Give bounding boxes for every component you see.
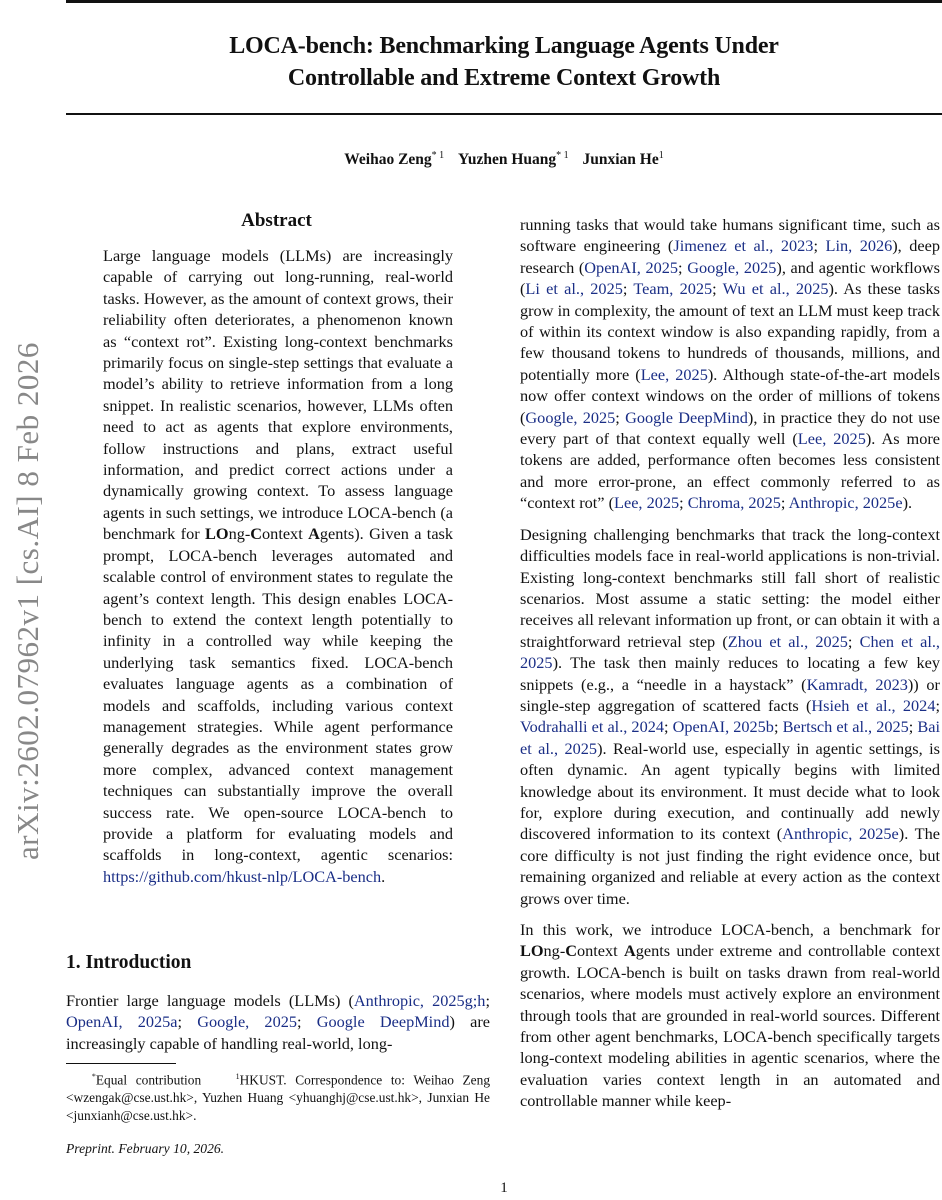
citation-link[interactable]: Chen et al., 2025 xyxy=(520,631,940,673)
citation-link[interactable]: OpenAI, 2025a xyxy=(66,1012,178,1032)
citation-link[interactable]: Bertsch et al., 2025 xyxy=(782,717,909,737)
citation-link[interactable]: Jimenez et al., 2023 xyxy=(673,236,814,256)
citation-link[interactable]: Chroma, 2025 xyxy=(687,493,781,513)
citation-link[interactable]: Lee, 2025 xyxy=(614,493,680,513)
citation-link[interactable]: Wu et al., 2025 xyxy=(722,279,829,299)
intro-paragraph-1-left: Frontier large language models (LLMs) (Anthropic, 2025g;h; OpenAI, 2025a; Google, 2025; Google DeepMind) are increasingly capable of handling real-world, long- xyxy=(66,991,490,1053)
citation-link[interactable]: OpenAI, 2025b xyxy=(672,717,774,737)
citation-link[interactable]: Lee, 2025 xyxy=(797,429,866,449)
citation-link[interactable]: Li et al., 2025 xyxy=(525,279,623,299)
citation-link[interactable]: Google DeepMind xyxy=(316,1012,450,1032)
citation-link[interactable]: Team, 2025 xyxy=(633,279,713,299)
footnote-rule xyxy=(66,1063,176,1064)
title-bottom-rule xyxy=(66,113,942,115)
abstract-body: Large language models (LLMs) are increasingly capable of carrying out long-running, real-world tasks. However, as the amount of context grows, their reliability often deteriorates, a phenomenon known as “context rot”. Existing long-context benchmarks primarily focus on single-step settings that evaluate a model’s ability to retrieve information from a long snippet. In realistic scenarios, however, LLMs often need to act as agents that explore environments, follow instructions and plans, extract useful information, and predict correct actions under a dynamically growing context. To assess language agents in such settings, we introduce LOCA-bench (a benchmark for LOng-Context Agents). Given a task prompt, LOCA-bench leverages automated and scalable control of environment states to regulate the agent’s context length. This design enables LOCA-bench to extend the context length potentially to infinity in a controlled way while keeping the underlying task semantics fixed. LOCA-bench evaluates language agents as a combination of models and scaffolds, including various context management strategies. While agent performance generally degrades as the environment states grow more complex, advanced context management techniques can substantially improve the overall success rate. We open-source LOCA-bench to provide a platform for evaluating models and scaffolds in long-context, agentic scenarios: https://github.com/hkust-nlp/LOCA-bench. xyxy=(103,246,454,886)
arxiv-stamp: arXiv:2602.07962v1 [cs.AI] 8 Feb 2026 xyxy=(10,342,45,860)
citation-link[interactable]: Anthropic, 2025e xyxy=(782,824,899,844)
right-column xyxy=(520,214,940,1122)
footnote: *Equal contribution $^1$HKUST. Correspondence to: Weihao Zeng <wzengak@cse.ust.hk>, Yuzhen Huang <yhuanghj@cse.ust.hk>, Junxian He <junxianh@cse.ust.hk>. xyxy=(66,1072,491,1123)
citation-link[interactable]: OpenAI, 2025 xyxy=(584,257,679,277)
citation-link[interactable]: Lin, 2026 xyxy=(825,236,893,256)
section-heading-introduction: 1. Introduction xyxy=(66,952,192,973)
citation-link[interactable]: Google, 2025 xyxy=(525,407,616,427)
citation-link[interactable]: Google, 2025 xyxy=(197,1012,297,1032)
author: Weihao Zeng$^{* 1}$ xyxy=(344,150,445,169)
intro-paragraph-3: In this work, we introduce LOCA-bench, a benchmark for LOng-Context Agents under extreme and controllable context growth. LOCA-bench is built on tasks drawn from real-world scenarios, where models must actively explore an environment through tools that are grounded in real-world sources. Different from other agent benchmarks, LOCA-bench specifically targets long-context modeling abilities in agentic scenarios, where the evaluation varies context length in an automated and controllable manner while keep- xyxy=(520,920,941,1111)
intro-paragraph-2: Designing challenging benchmarks that track the long-context difficulties models face in real-world applications is non-trivial. Existing long-context benchmarks still fall short of realistic scenarios. Most assume a static setting: the model either receives all relevant information up front, or can obtain it with a straightforward retrieval step (Zhou et al., 2025; Chen et al., 2025). The task then mainly reduces to locating a few key snippets (e.g., a “needle in a haystack” (Kamradt, 2023)) or single-step aggregation of scattered facts (Hsieh et al., 2024; Vodrahalli et al., 2024; OpenAI, 2025b; Bertsch et al., 2025; Bai et al., 2025). Real-world use, especially in agentic settings, is often dynamic. An agent typically begins with limited knowledge about its environment. It must decide what to look for, explore during execution, and continually add newly discovered information to its context (Anthropic, 2025e). The core difficulty is not just finding the right evidence once, but remaining organized and reliable at every action as the context grows over time. xyxy=(520,524,940,908)
citation-link[interactable]: Vodrahalli et al., 2024 xyxy=(520,717,664,737)
citation-link[interactable]: Anthropic, 2025e xyxy=(788,493,903,513)
top-rule xyxy=(66,0,942,3)
intro-paragraph-1-right: running tasks that would take humans significant time, such as software engineering (Jimenez et al., 2023; Lin, 2026), deep research (OpenAI, 2025; Google, 2025), and agentic workflows (Li et al., 2025; Team, 2025; Wu et al., 2025). As these tasks grow in complexity, the amount of text an LLM must keep track of within its context window is also expanding rapidly, from a few thousand tokens to hundreds of thousands, millions, and potentially more (Lee, 2025). Although state-of-the-art models now offer context windows on the order of millions of tokens (Google, 2025; Google DeepMind), in practice they do not use every part of that context equally well (Lee, 2025). As more tokens are added, performance often becomes less consistent and more error-prone, an effect commonly referred to as “context rot” (Lee, 2025; Chroma, 2025; Anthropic, 2025e). xyxy=(520,215,941,513)
abstract-heading: Abstract xyxy=(241,210,312,231)
citation-link[interactable]: Hsieh et al., 2024 xyxy=(811,695,936,715)
author: Yuzhen Huang$^{* 1}$ xyxy=(458,150,569,169)
title-line-1: LOCA-bench: Benchmarking Language Agents Under xyxy=(229,33,779,59)
title-line-2: Controllable and Extreme Context Growth xyxy=(287,65,721,91)
citation-link[interactable]: Kamradt, 2023 xyxy=(806,674,908,694)
citation-link[interactable]: Google, 2025 xyxy=(687,257,777,277)
citation-link[interactable]: Anthropic, 2025g;h xyxy=(353,991,486,1010)
paper-title xyxy=(66,30,942,94)
github-link[interactable]: https://github.com/hkust-nlp/LOCA-bench xyxy=(103,866,382,886)
page-number: 1 xyxy=(500,1180,508,1196)
citation-link[interactable]: Lee, 2025 xyxy=(640,364,708,384)
author-list xyxy=(66,150,942,169)
citation-link[interactable]: Google DeepMind xyxy=(625,407,748,427)
preprint-note: Preprint. February 10, 2026. xyxy=(66,1141,225,1156)
citation-link[interactable]: Zhou et al., 2025 xyxy=(727,631,848,651)
author: Junxian He$^1$ xyxy=(582,150,664,169)
citation-link[interactable]: Bai et al., 2025 xyxy=(520,717,940,758)
